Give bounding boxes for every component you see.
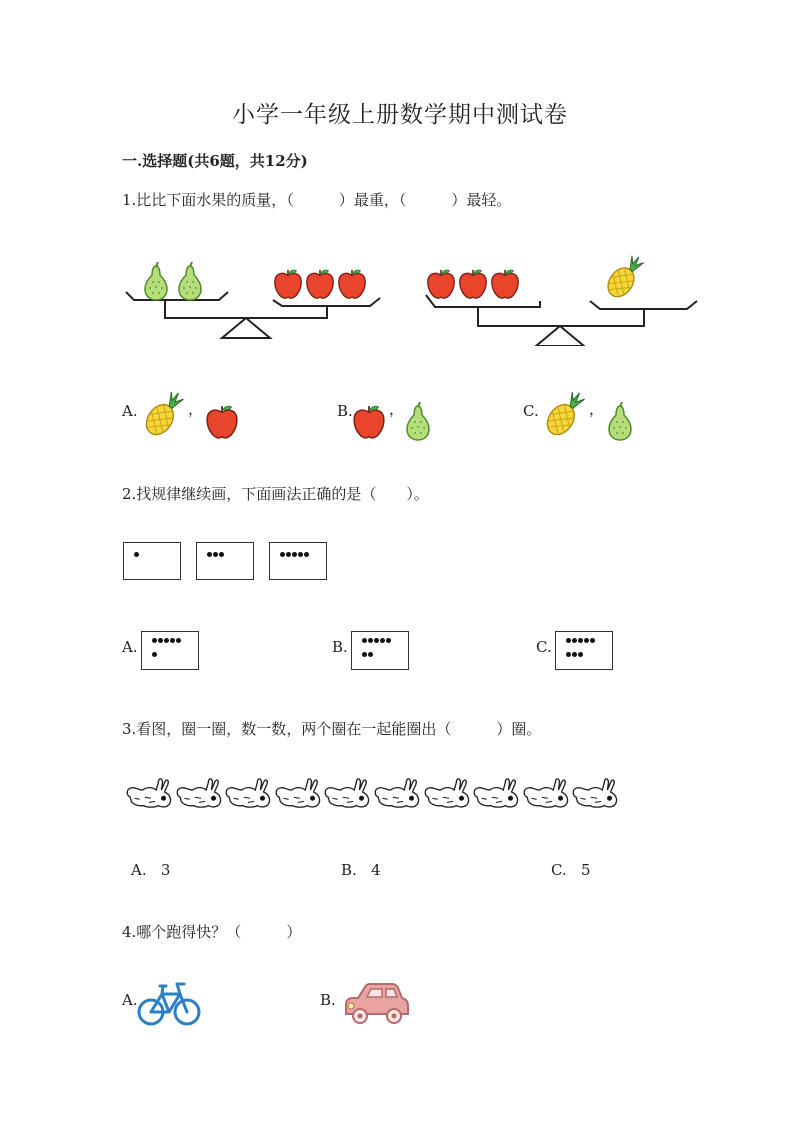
pineapple-icon	[537, 386, 591, 440]
q2-option-a[interactable]	[122, 630, 202, 672]
apple-icon	[336, 268, 368, 300]
dot	[158, 638, 163, 643]
dot	[134, 552, 139, 557]
dot	[368, 652, 373, 657]
pear-icon	[175, 262, 205, 302]
dot	[362, 652, 367, 657]
apple-icon	[272, 268, 304, 300]
rabbit-icon	[422, 770, 474, 812]
dot-row	[207, 552, 224, 562]
rabbit-icon	[174, 770, 226, 812]
apple-icon	[351, 404, 387, 440]
option-letter: A.	[122, 638, 138, 656]
pattern-box	[196, 542, 254, 580]
dot-row	[362, 638, 391, 648]
q3-option-b[interactable]	[341, 861, 381, 879]
pear-icon	[141, 262, 171, 302]
rabbit-icon	[521, 770, 573, 812]
dot	[213, 552, 218, 557]
apple-icon	[204, 404, 240, 440]
apple-icon	[304, 268, 336, 300]
pineapple-icon	[136, 386, 190, 440]
dot-row	[566, 652, 583, 662]
q3-option-c[interactable]	[551, 861, 591, 879]
pineapple-icon	[598, 250, 650, 302]
dot	[280, 552, 285, 557]
option-letter: B.	[337, 402, 353, 420]
option-letter: C.	[536, 638, 552, 656]
dot	[368, 638, 373, 643]
bicycle-icon	[136, 976, 202, 1028]
pattern-box	[123, 542, 181, 580]
q2-option-c[interactable]	[536, 630, 616, 672]
q1-option-b[interactable]	[337, 386, 497, 446]
q2-option-b[interactable]	[332, 630, 412, 672]
question-2-text: 2.找规律继续画，下面画法正确的是（ ）。	[122, 485, 429, 503]
rabbit-icon	[471, 770, 523, 812]
dot	[164, 638, 169, 643]
pear-icon	[605, 402, 635, 442]
q1-option-c[interactable]	[523, 386, 683, 446]
apple-icon	[457, 268, 489, 300]
dot-row	[152, 652, 157, 662]
apple-icon	[425, 268, 457, 300]
car-icon	[340, 978, 412, 1028]
dot	[170, 638, 175, 643]
page-title: 小学一年级上册数学期中测试卷	[232, 102, 568, 128]
q4-option-b[interactable]	[320, 976, 420, 1030]
dot	[566, 638, 571, 643]
option-value: 3	[160, 861, 171, 879]
rabbit-row	[124, 770, 624, 814]
question-3-text: 3.看图，圈一圈，数一数，两个圈在一起能圈出（ ）圈。	[122, 720, 542, 738]
dot	[578, 652, 583, 657]
dot-row	[152, 638, 181, 648]
dot	[380, 638, 385, 643]
dot	[590, 638, 595, 643]
dot-row	[362, 652, 373, 662]
q4-option-a[interactable]	[122, 976, 212, 1030]
option-letter: A.	[122, 991, 138, 1009]
apple-icon	[489, 268, 521, 300]
dot	[176, 638, 181, 643]
option-letter: B.	[332, 638, 348, 656]
pattern-box	[269, 542, 327, 580]
dot	[286, 552, 291, 557]
q1-option-a[interactable]	[122, 386, 282, 446]
rabbit-icon	[570, 770, 622, 812]
dot	[304, 552, 309, 557]
dot	[566, 652, 571, 657]
dot	[207, 552, 212, 557]
option-letter: A.	[131, 861, 147, 879]
section-heading: 一.选择题(共6题，共12分)	[122, 152, 308, 170]
option-value: 4	[371, 861, 381, 879]
answer-box	[141, 631, 199, 670]
rabbit-icon	[124, 770, 176, 812]
option-letter: C.	[523, 402, 539, 420]
dot	[219, 552, 224, 557]
q3-option-a[interactable]	[131, 861, 170, 879]
option-separator: ，	[389, 400, 405, 418]
dot-row	[134, 552, 139, 562]
dot	[152, 638, 157, 643]
rabbit-icon	[223, 770, 275, 812]
question-4-text: 4.哪个跑得快？（ ）	[122, 923, 302, 941]
dot	[578, 638, 583, 643]
option-separator: ，	[589, 400, 605, 418]
answer-box	[351, 631, 409, 670]
option-separator: ，	[188, 400, 204, 418]
dot-row	[566, 638, 595, 648]
rabbit-icon	[372, 770, 424, 812]
option-letter: A.	[122, 402, 138, 420]
dot	[386, 638, 391, 643]
rabbit-icon	[322, 770, 374, 812]
dot	[572, 652, 577, 657]
dot	[362, 638, 367, 643]
option-letter: C.	[551, 861, 567, 879]
option-letter: B.	[341, 861, 357, 879]
rabbit-icon	[273, 770, 325, 812]
dot	[298, 552, 303, 557]
dot-row	[280, 552, 309, 562]
dot	[152, 652, 157, 657]
question-1-text: 1.比比下面水果的质量，（ ）最重，（ ）最轻。	[122, 191, 512, 209]
option-value: 5	[581, 861, 591, 879]
dot	[374, 638, 379, 643]
dot	[572, 638, 577, 643]
answer-box	[555, 631, 613, 670]
option-letter: B.	[320, 991, 336, 1009]
pear-icon	[403, 402, 433, 442]
dot	[292, 552, 297, 557]
dot	[584, 638, 589, 643]
